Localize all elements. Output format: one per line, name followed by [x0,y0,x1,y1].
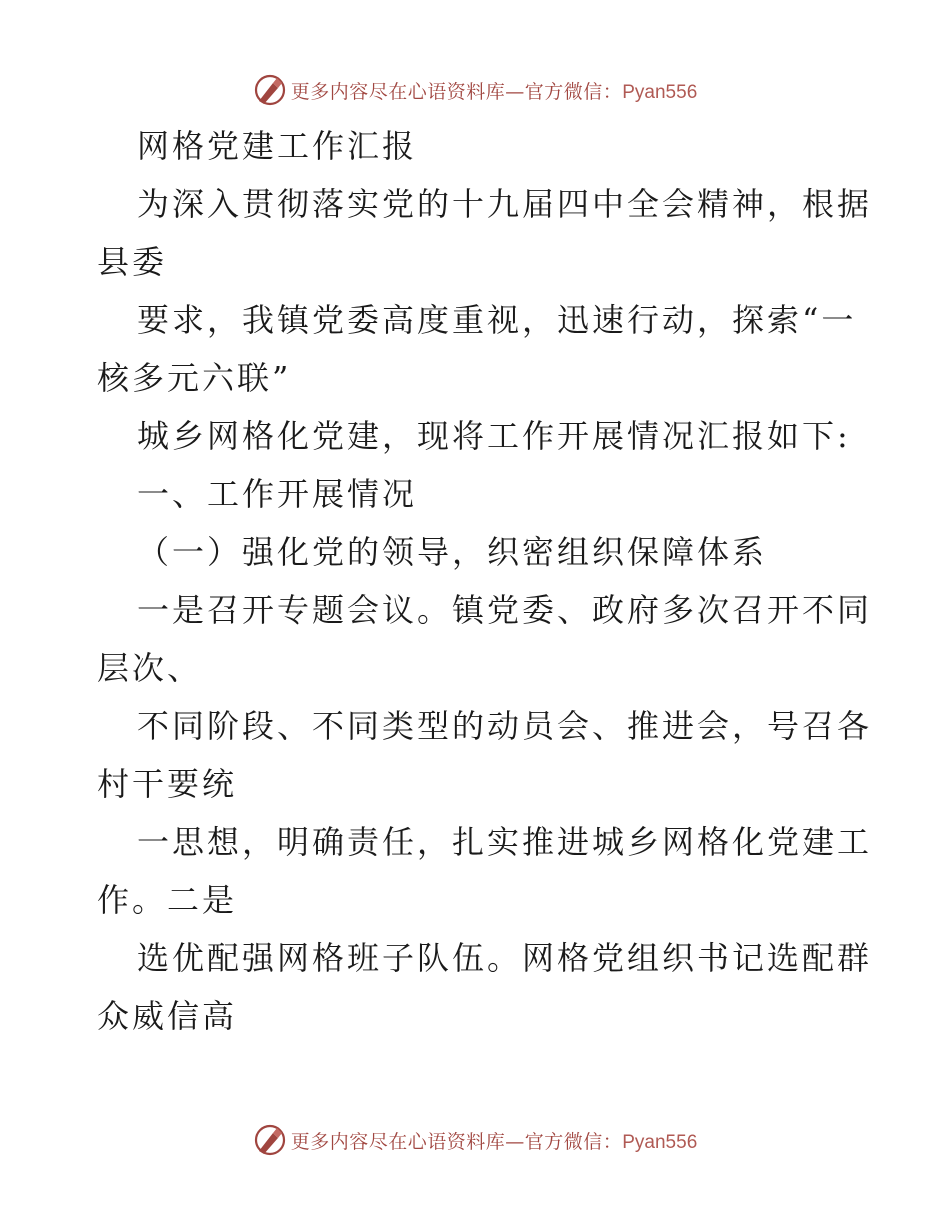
pen-logo-icon [253,73,287,107]
document-line: 城乡网格化党建，现将工作开展情况汇报如下: [137,417,851,455]
document-line: 县委 [97,243,168,281]
watermark-banner-top [0,70,950,110]
document-line: 层次、 [97,649,203,687]
watermark-wechat-id: Pyan556 [622,1131,698,1153]
document-line: 一思想，明确责任，扎实推进城乡网格化党建工 [137,823,873,861]
document-line: 为深入贯彻落实党的十九届四中全会精神，根据 [137,185,873,223]
document-body [97,117,873,1045]
watermark-wechat-label: 官方微信： [524,80,623,103]
document-line: （一）强化党的领导，织密组织保障体系 [137,533,768,571]
document-line: 核多元六联” [97,359,292,397]
document-line: 一是召开专题会议。镇党委、政府多次召开不同 [137,591,873,629]
document-line: 众威信高 [97,997,238,1035]
watermark-banner-bottom [0,1120,950,1160]
document-line: 不同阶段、不同类型的动员会、推进会，号召各 [137,707,873,745]
watermark-dash: — [505,1130,525,1153]
document-line: 作。二是 [97,881,238,919]
document-title: 网格党建工作汇报 [137,127,418,165]
document-line: 要求，我镇党委高度重视，迅速行动，探索“一 [137,301,857,339]
document-line: 选优配强网格班子队伍。网格党组织书记选配群 [137,939,873,977]
document-line: 村干要统 [97,765,238,803]
document-line: 一、工作开展情况 [137,475,418,513]
watermark-brand: 更多内容尽在心语资料库 [290,80,506,103]
pen-logo-icon [253,1123,287,1157]
watermark-wechat-label: 官方微信： [524,1130,623,1153]
watermark-brand: 更多内容尽在心语资料库 [290,1130,506,1153]
watermark-wechat-id: Pyan556 [622,81,698,103]
watermark-dash: — [505,80,525,103]
